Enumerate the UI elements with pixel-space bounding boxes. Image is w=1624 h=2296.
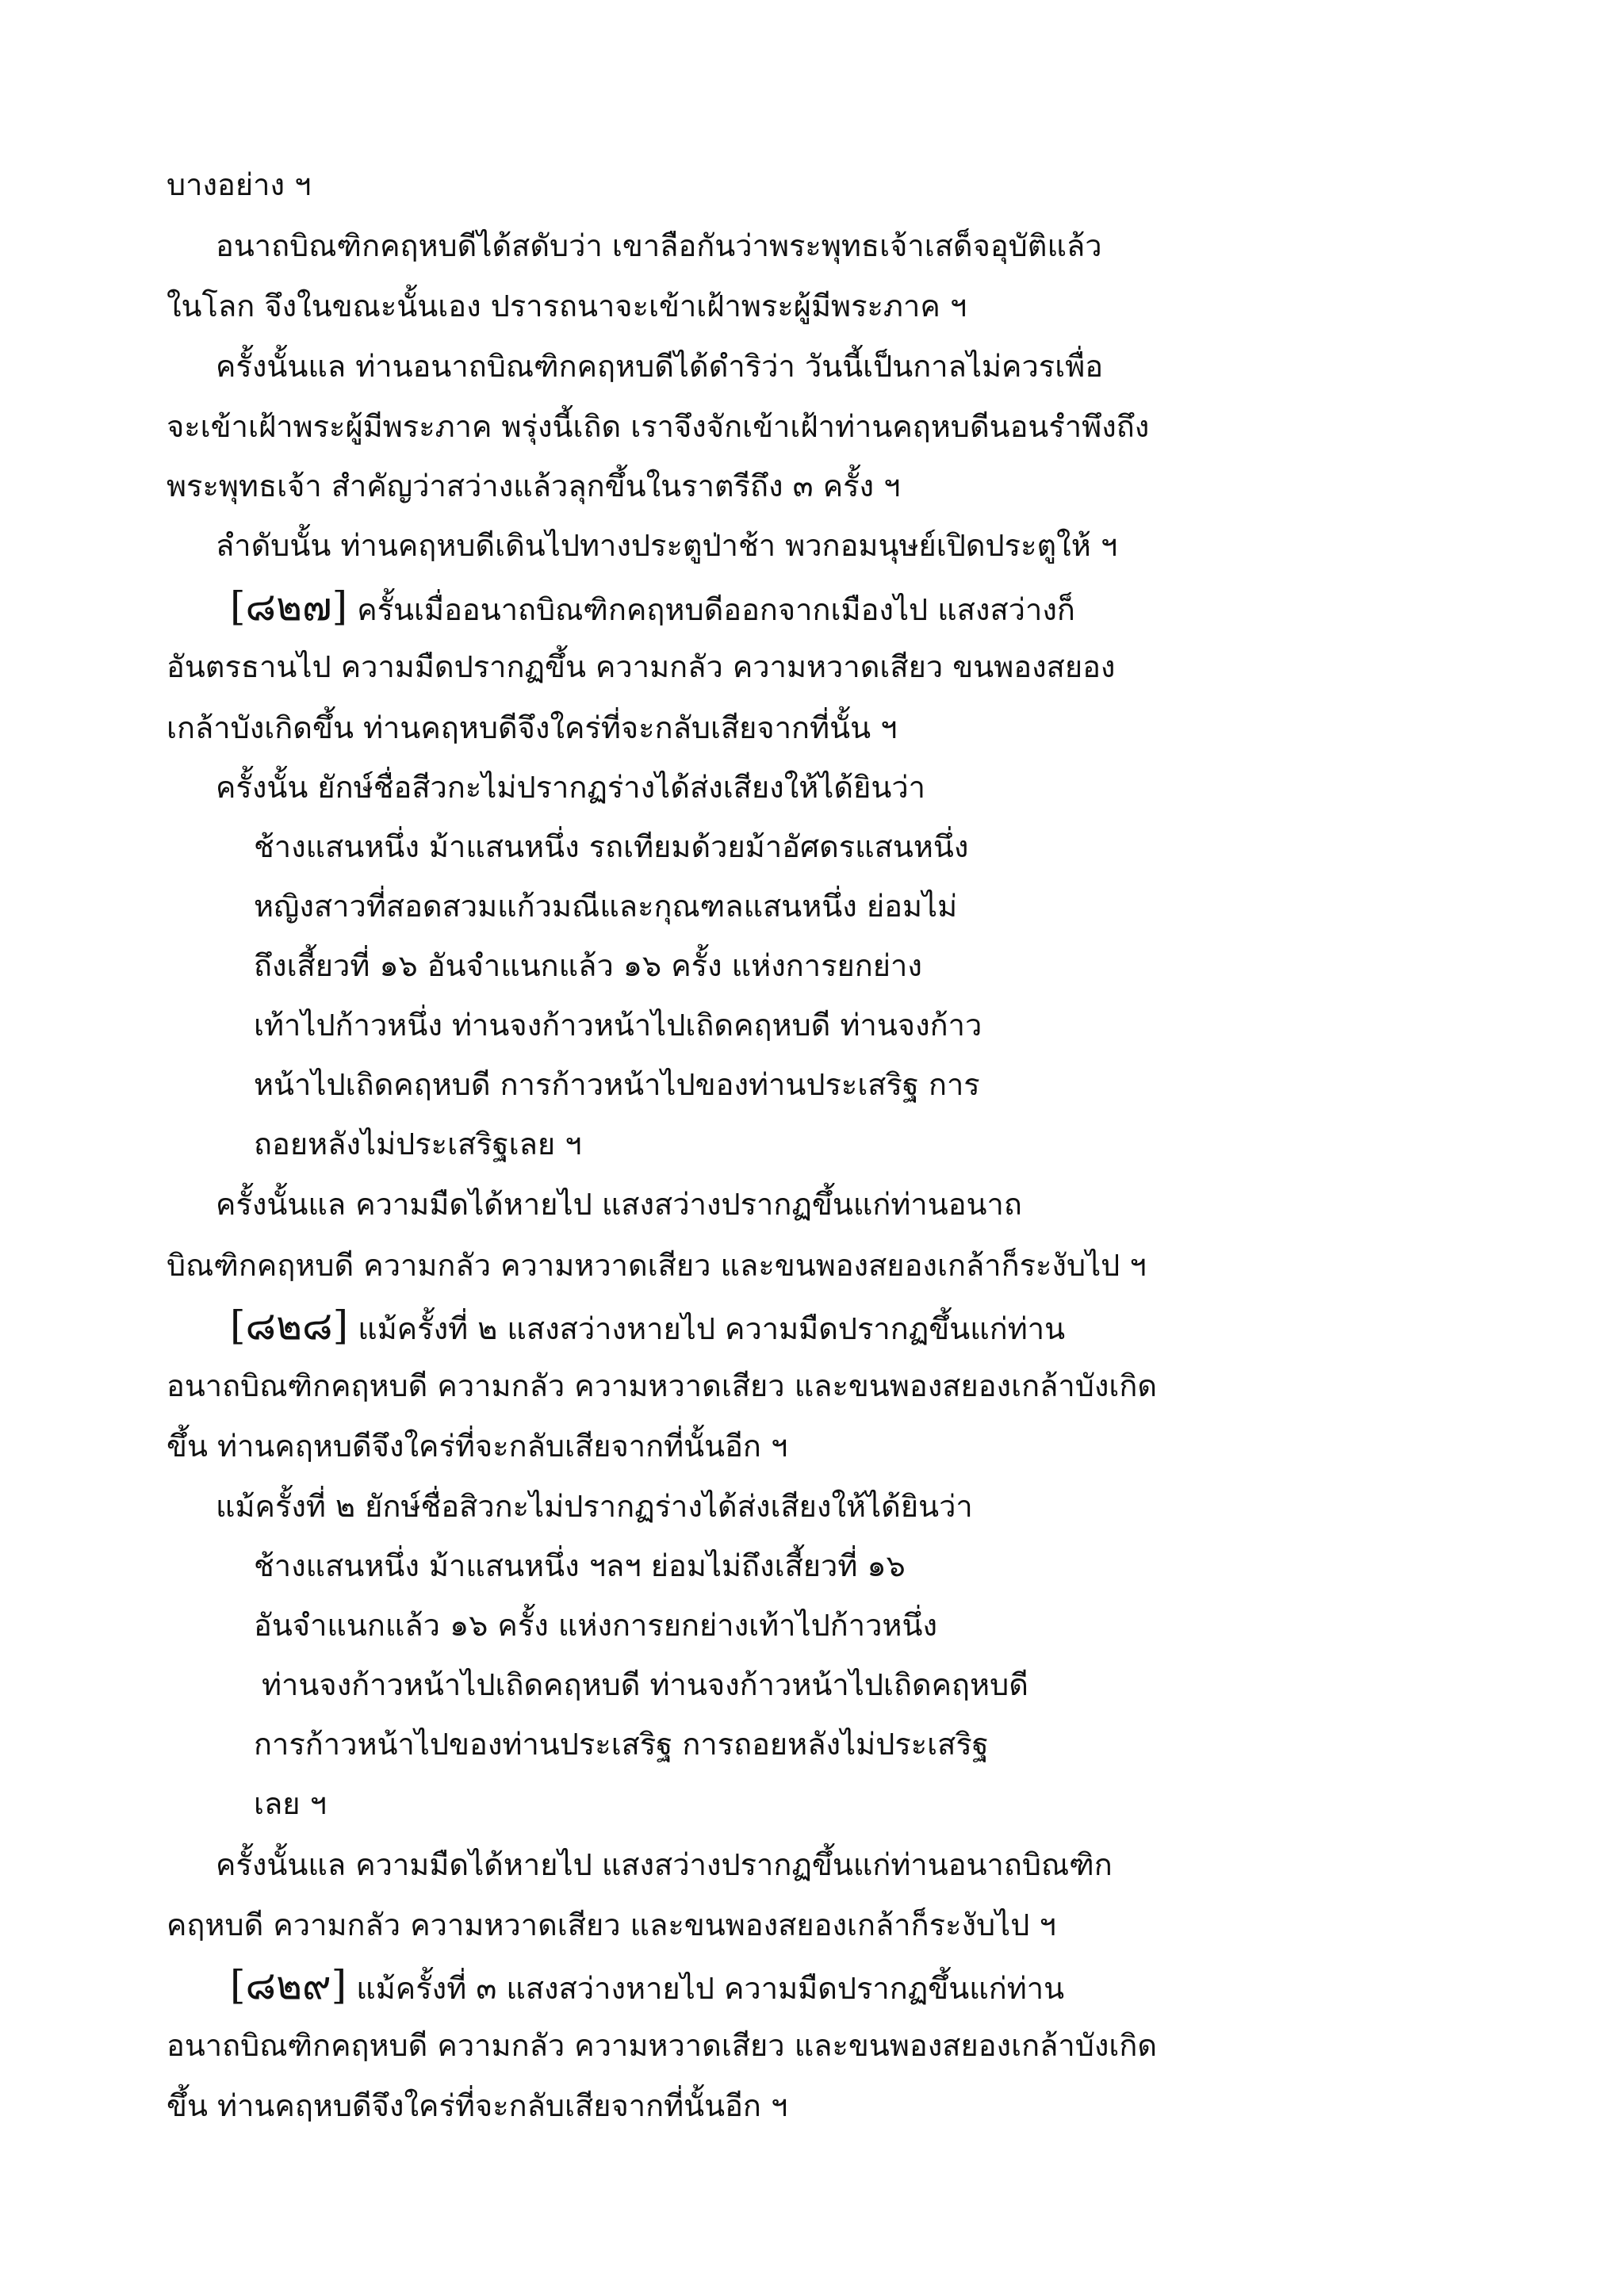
body-line: ขึ้น ท่านคฤหบดีจึงใคร่ที่จะกลับเสียจากที่นั้นอีก ฯ — [167, 2088, 788, 2123]
body-line: ลำดับนั้น ท่านคฤหบดีเดินไปทางประตูป่าช้า พวกอมนุษย์เปิดประตูให้ ฯ — [216, 528, 1118, 563]
body-line: พระพุทธเจ้า สำคัญว่าสว่างแล้วลุกขึ้นในราตรีถึง ๓ ครั้ง ฯ — [167, 469, 901, 503]
verse-line: ท่านจงก้าวหน้าไปเถิดคฤหบดี ท่านจงก้าวหน้าไปเถิดคฤหบดี — [262, 1667, 1028, 1702]
body-line: บิณฑิกคฤหบดี ความกลัว ความหวาดเสียว และขนพองสยองเกล้าก็ระงับไป ฯ — [167, 1248, 1147, 1283]
body-line: ครั้งนั้นแล ความมืดได้หายไป แสงสว่างปรากฏขึ้นแก่ท่านอนาถ — [216, 1187, 1022, 1222]
body-text: แม้ครั้งที่ ๒ แสงสว่างหายไป ความมืดปรากฏขึ้นแก่ท่าน — [358, 1311, 1066, 1346]
verse-line: ถอยหลังไม่ประเสริฐเลย ฯ — [254, 1127, 582, 1161]
verse-line: อันจำแนกแล้ว ๑๖ ครั้ง แห่งการยกย่างเท้าไปก้าวหนึ่ง — [254, 1608, 938, 1643]
body-line: จะเข้าเฝ้าพระผู้มีพระภาค พรุ่งนี้เถิด เราจึงจักเข้าเฝ้าท่านคฤหบดีนอนรำพึงถึง — [167, 409, 1150, 444]
verse-line: เลย ฯ — [254, 1786, 327, 1821]
body-line: อันตรธานไป ความมืดปรากฏขึ้น ความกลัว ความหวาดเสียว ขนพองสยอง — [167, 649, 1116, 684]
verse-line: ช้างแสนหนึ่ง ม้าแสนหนึ่ง รถเทียมด้วยม้าอัศดรแสนหนึ่ง — [254, 829, 969, 864]
section-paragraph — [230, 584, 1075, 632]
section-number: [๘๒๘] — [230, 1303, 349, 1349]
body-line: ครั้งนั้นแล ท่านอนาถบิณฑิกคฤหบดีได้ดำริว่า วันนี้เป็นกาลไม่ควรเพื่อ — [216, 349, 1104, 384]
verse-line: เท้าไปก้าวหนึ่ง ท่านจงก้าวหน้าไปเถิดคฤหบดี ท่านจงก้าว — [254, 1008, 982, 1043]
body-line: ในโลก จึงในขณะนั้นเอง ปรารถนาจะเข้าเฝ้าพระผู้มีพระภาค ฯ — [167, 289, 967, 323]
section-number: [๘๒๗] — [230, 584, 348, 629]
body-line: อนาถบิณฑิกคฤหบดี ความกลัว ความหวาดเสียว และขนพองสยองเกล้าบังเกิด — [167, 1368, 1158, 1403]
body-line: ครั้งนั้น ยักษ์ชื่อสีวกะไม่ปรากฏร่างได้ส่งเสียงให้ได้ยินว่า — [216, 770, 926, 805]
verse-line: ถึงเสี้ยวที่ ๑๖ อันจำแนกแล้ว ๑๖ ครั้ง แห่งการยกย่าง — [254, 948, 922, 983]
body-line: คฤหบดี ความกลัว ความหวาดเสียว และขนพองสยองเกล้าก็ระงับไป ฯ — [167, 1908, 1056, 1942]
body-line: อนาถบิณฑิกคฤหบดีได้สดับว่า เขาลือกันว่าพระพุทธเจ้าเสด็จอุบัติแล้ว — [216, 228, 1102, 263]
section-paragraph — [230, 1963, 1064, 2011]
verse-line: หญิงสาวที่สอดสวมแก้วมณีและกุณฑลแสนหนึ่ง ย่อมไม่ — [254, 889, 958, 924]
body-line: เกล้าบังเกิดขึ้น ท่านคฤหบดีจึงใคร่ที่จะกลับเสียจากที่นั้น ฯ — [167, 710, 898, 745]
body-line: บางอย่าง ฯ — [167, 167, 312, 202]
body-text: ครั้นเมื่ออนาถบิณฑิกคฤหบดีออกจากเมืองไป แสงสว่างก็ — [357, 592, 1075, 627]
body-text: แม้ครั้งที่ ๓ แสงสว่างหายไป ความมืดปรากฏขึ้นแก่ท่าน — [356, 1971, 1065, 2006]
section-paragraph — [230, 1303, 1065, 1351]
body-line: ขึ้น ท่านคฤหบดีจึงใคร่ที่จะกลับเสียจากที่นั้นอีก ฯ — [167, 1429, 788, 1464]
body-line: ครั้งนั้นแล ความมืดได้หายไป แสงสว่างปรากฏขึ้นแก่ท่านอนาถบิณฑิก — [216, 1847, 1113, 1882]
verse-line: การก้าวหน้าไปของท่านประเสริฐ การถอยหลังไม่ประเสริฐ — [254, 1727, 989, 1762]
verse-line: หน้าไปเถิดคฤหบดี การก้าวหน้าไปของท่านประเสริฐ การ — [254, 1067, 980, 1102]
body-line: แม้ครั้งที่ ๒ ยักษ์ชื่อสิวกะไม่ปรากฏร่างได้ส่งเสียงให้ได้ยินว่า — [216, 1489, 973, 1524]
section-number: [๘๒๙] — [230, 1962, 347, 2008]
body-line: อนาถบิณฑิกคฤหบดี ความกลัว ความหวาดเสียว และขนพองสยองเกล้าบังเกิด — [167, 2028, 1158, 2063]
verse-line: ช้างแสนหนึ่ง ม้าแสนหนึ่ง ฯลฯ ย่อมไม่ถึงเสี้ยวที่ ๑๖ — [254, 1548, 906, 1583]
